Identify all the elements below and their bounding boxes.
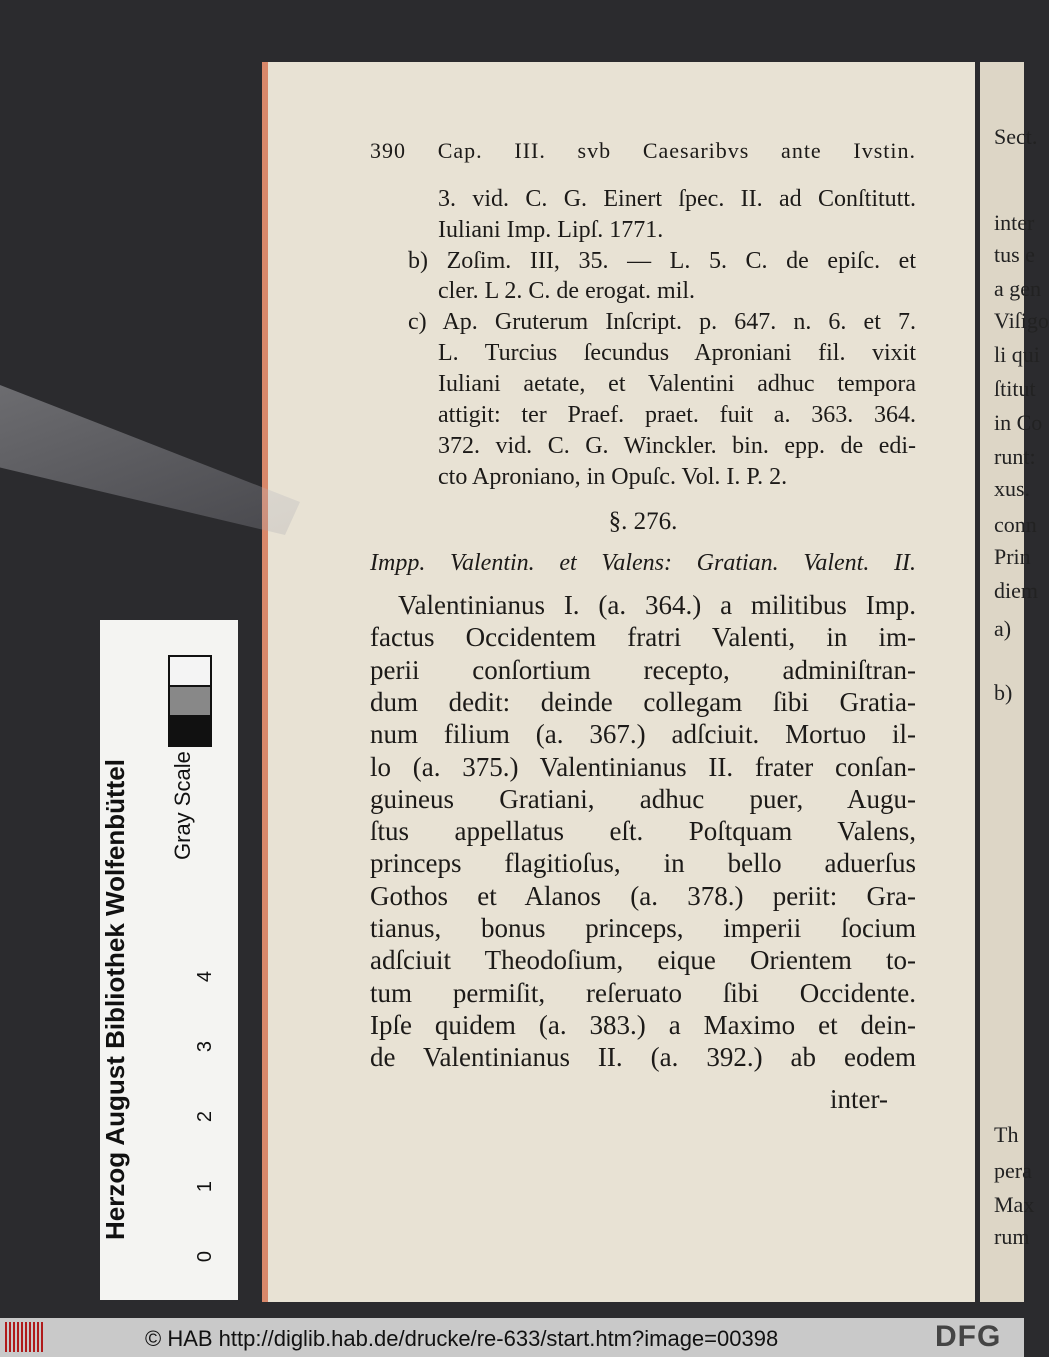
facing-page-fragment: diem — [994, 578, 1038, 603]
copyright-link[interactable]: © HAB http://diglib.hab.de/drucke/re-633/start.htm?image=00398 — [145, 1326, 779, 1351]
gray-swatch-black — [168, 715, 212, 747]
footnote-line: 3. vid. C. G. Einert ſpec. II. ad Conſtitutt. — [438, 186, 916, 212]
facing-page-fragment: Viſigo — [994, 308, 1049, 333]
ruler-title: Herzog August Bibliothek Wolfenbüttel — [100, 759, 130, 1240]
body-text-line: tum permiſit, reſeruato ſibi Occidente. — [370, 977, 916, 1008]
facing-page-fragment: in Co — [994, 410, 1043, 435]
footnote-line: Iuliani aetate, et Valentini adhuc tempora — [438, 371, 916, 397]
section-subtitle: Impp. Valentin. et Valens: Gratian. Valent. II. — [370, 550, 916, 576]
body-text-line: Ipſe quidem (a. 383.) a Maximo et dein- — [370, 1009, 916, 1040]
gray-swatch-white — [168, 655, 212, 687]
footnote-line: Iuliani Imp. Lipſ. 1771. — [438, 217, 664, 243]
running-header — [370, 138, 916, 163]
footnote-line: c) Ap. Gruterum Inſcript. p. 647. n. 6. et 7. — [408, 309, 916, 335]
facing-page-fragment: pera — [994, 1158, 1032, 1183]
ruler-number: 1 — [194, 1180, 217, 1193]
facing-page-fragment: inter — [994, 210, 1035, 235]
catchword: inter- — [830, 1084, 888, 1114]
body-text-line: princeps flagitioſus, in bello aduerſus — [370, 848, 916, 879]
running-title: Cap. III. svb Caesaribvs ante Ivstin. — [437, 138, 917, 163]
gray-swatch-mid — [168, 685, 212, 717]
footnote-line: L. Turcius ſecundus Aproniani fil. vixit — [438, 340, 916, 366]
ruler-number: 4 — [194, 970, 217, 983]
body-text-line: Gothos et Alanos (a. 378.) periit: Gra- — [370, 880, 916, 911]
facing-page-fragment: Prin — [994, 544, 1031, 569]
gray-scale-label: Gray Scale — [170, 751, 195, 860]
facing-page-fragment: Th — [994, 1122, 1019, 1147]
ruler-number: 0 — [194, 1250, 217, 1263]
body-text-line: factus Occidentem fratri Valenti, in im- — [370, 622, 916, 653]
footnote-line: 372. vid. C. G. Winckler. bin. epp. de edi- — [438, 433, 916, 459]
facing-page-fragment: ſtitut — [994, 376, 1036, 401]
facing-page-fragment: Sect. — [994, 124, 1038, 149]
page-holder-wedge — [0, 385, 300, 535]
facing-page-fragment: b) — [994, 680, 1013, 705]
facing-page-fragment: xus. — [994, 476, 1031, 501]
body-text-line: Valentinianus I. (a. 364.) a militibus Imp. — [398, 590, 916, 620]
facing-page-fragment: li qui — [994, 342, 1040, 367]
page-number: 390 — [370, 138, 406, 163]
section-number: §. 276. — [608, 508, 678, 535]
dfg-logo: DFG — [935, 1320, 1002, 1353]
facing-page-fragment: tus e — [994, 242, 1035, 267]
hab-logo-icon — [5, 1322, 45, 1352]
footnote-line: attigit: ter Praef. praet. fuit a. 363. 364. — [438, 402, 916, 428]
facing-page-fragment: runt: — [994, 444, 1036, 469]
facing-page-fragment: Max — [994, 1192, 1035, 1217]
body-text-line: tianus, bonus princeps, imperii ſocium — [370, 913, 916, 943]
ruler-number: 3 — [194, 1040, 217, 1053]
body-text-line: num filium (a. 367.) adſciuit. Mortuo il- — [370, 719, 916, 750]
body-text-line: ſtus appellatus eſt. Poſtquam Valens, — [370, 816, 916, 847]
body-text-line: perii conſortium recepto, adminiſtran- — [370, 654, 916, 685]
body-text-line: lo (a. 375.) Valentinianus II. frater conſan- — [370, 751, 916, 782]
footnote-line: cto Aproniano, in Opuſc. Vol. I. P. 2. — [438, 464, 788, 490]
body-text-line: dum dedit: deinde collegam ſibi Gratia- — [370, 686, 916, 717]
facing-page-fragment: a) — [994, 616, 1012, 641]
facing-page-fragment: conn — [994, 512, 1037, 537]
footnote-line: b) Zoſim. III, 35. — L. 5. C. de epiſc. et — [408, 248, 916, 274]
body-text-line: adſciuit Theodoſium, eique Orientem to- — [370, 945, 916, 976]
body-text-line: de Valentinianus II. (a. 392.) ab eodem — [370, 1042, 916, 1073]
facing-page-fragment: rum — [994, 1224, 1030, 1249]
page-edge — [262, 62, 268, 1302]
ruler-number: 2 — [194, 1110, 217, 1123]
footnote-line: cler. L 2. C. de erogat. mil. — [438, 278, 696, 304]
facing-page-fragment: a gen — [994, 276, 1042, 301]
facing-page — [980, 62, 1049, 1302]
body-text-line: guineus Gratiani, adhuc puer, Augu- — [370, 783, 916, 814]
